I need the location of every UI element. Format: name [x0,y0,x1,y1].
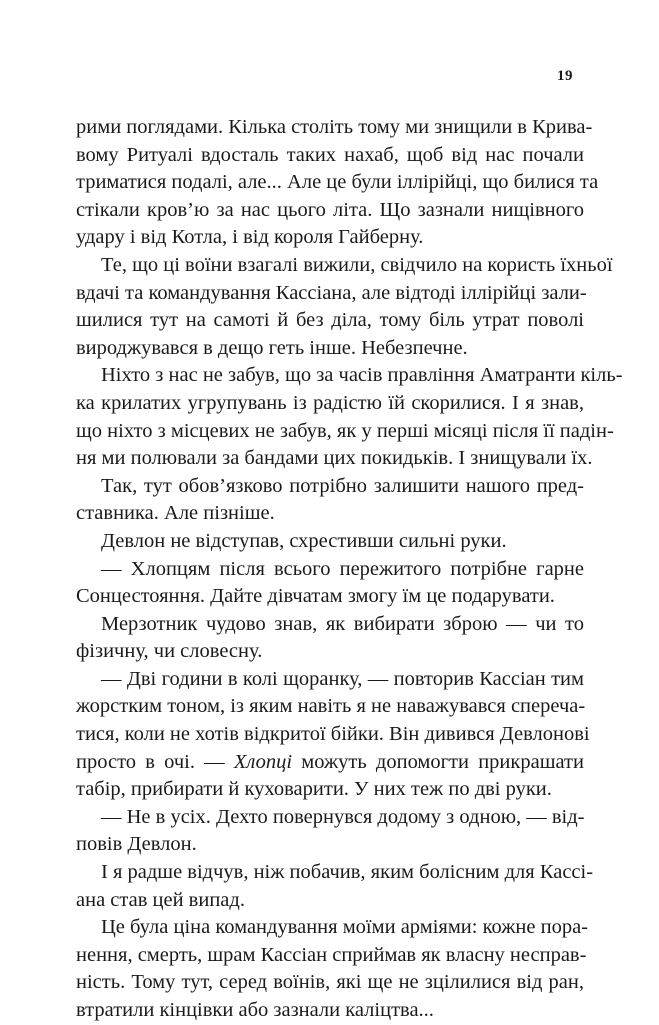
text-line: тися, коли не хотів відкритої бійки. Він дивився Девлонові [76,723,590,746]
text-line: жорстким тоном, із яким навіть я не наважувався сперечa- [76,695,586,718]
text-line: — Хлопцям після всього пережитого потрібне гарне [101,557,584,580]
text-line: удару і від Котла, і від короля Гайберну. [76,226,424,249]
text-line: вироджувався в дещо геть інше. Небезпечне. [76,336,468,359]
text-line: стікали кров’ю за нас цього літа. Що зазнали нищівного [76,198,584,221]
text-line: що ніхто з місцевих не забув, як у перші місяці після її падін- [76,419,614,442]
text-line: втратили кінцівки або зазнали каліцтва... [76,999,434,1021]
text-segment: просто в очі. — [76,750,234,773]
text-line: ня ми полювали за бандами цих покидьків. І знищували їх. [76,447,593,470]
text-line: Це була ціна командування моїми арміями: кожне пора- [101,916,589,939]
text-line: ставника. Але пізніше. [76,502,275,525]
text-line: нення, смерть, шрам Кассіан сприймав як власну несправ- [76,943,587,966]
text-line: Мерзотник чудово знав, як вибирати зброю — чи то [101,612,584,635]
text-line: рими поглядами. Кілька століть тому ми знищили в Крива- [76,116,593,138]
page-number: 19 [557,68,573,84]
text-line [76,749,584,777]
text-line: Те, що ці воїни взагалі вижили, свідчило на користь їхньої [101,253,613,276]
text-line: повів Девлон. [76,833,197,856]
text-line: Ніхто з нас не забув, що за часів правління Аматранти кіль- [101,364,623,387]
text-line: ка крилатих угрупувань із радістю їй скорилися. І я знав, [76,391,584,414]
text-line: І я радше відчув, ніж побачив, яким болісним для Кассі- [101,861,594,884]
body-text [76,114,623,1025]
text-line: ана став цей випад. [76,888,245,911]
text-line: табір, прибирати й куховарити. У них теж по дві руки. [76,778,552,801]
text-line: — Не в усіх. Дехто повернувся додому з одною, — від- [101,805,585,828]
text-line: — Дві години в колі щоранку, — повторив Кассіан тим [101,667,584,690]
text-line: вому Ритуалі вдосталь таких нахаб, щоб від нас почали [76,143,584,166]
italic-emphasis: Хлопці [233,750,293,773]
text-line: Так, тут обов’язково потрібно залишити нашого пред- [101,474,584,497]
text-line: триматися подалі, але... Але це були іллірійці, що билися та [76,171,599,194]
text-line: вдачі та командування Кассіана, але відтоді іллірійці зали- [76,281,587,304]
text-line: Девлон не відступав, схрестивши сильні руки. [101,529,507,552]
text-line: Сонцестояння. Дайте дівчатам змогу їм це подарувати. [76,585,555,608]
text-line: фізичну, чи словесну. [76,640,263,663]
text-line: шилися тут на самоті й без діла, тому біль утрат поволі [76,309,584,332]
text-segment: можуть допомогти прикрашати [292,750,584,773]
text-line: ність. Тому тут, серед воїнів, які ще не зцілилися від ран, [76,971,584,994]
